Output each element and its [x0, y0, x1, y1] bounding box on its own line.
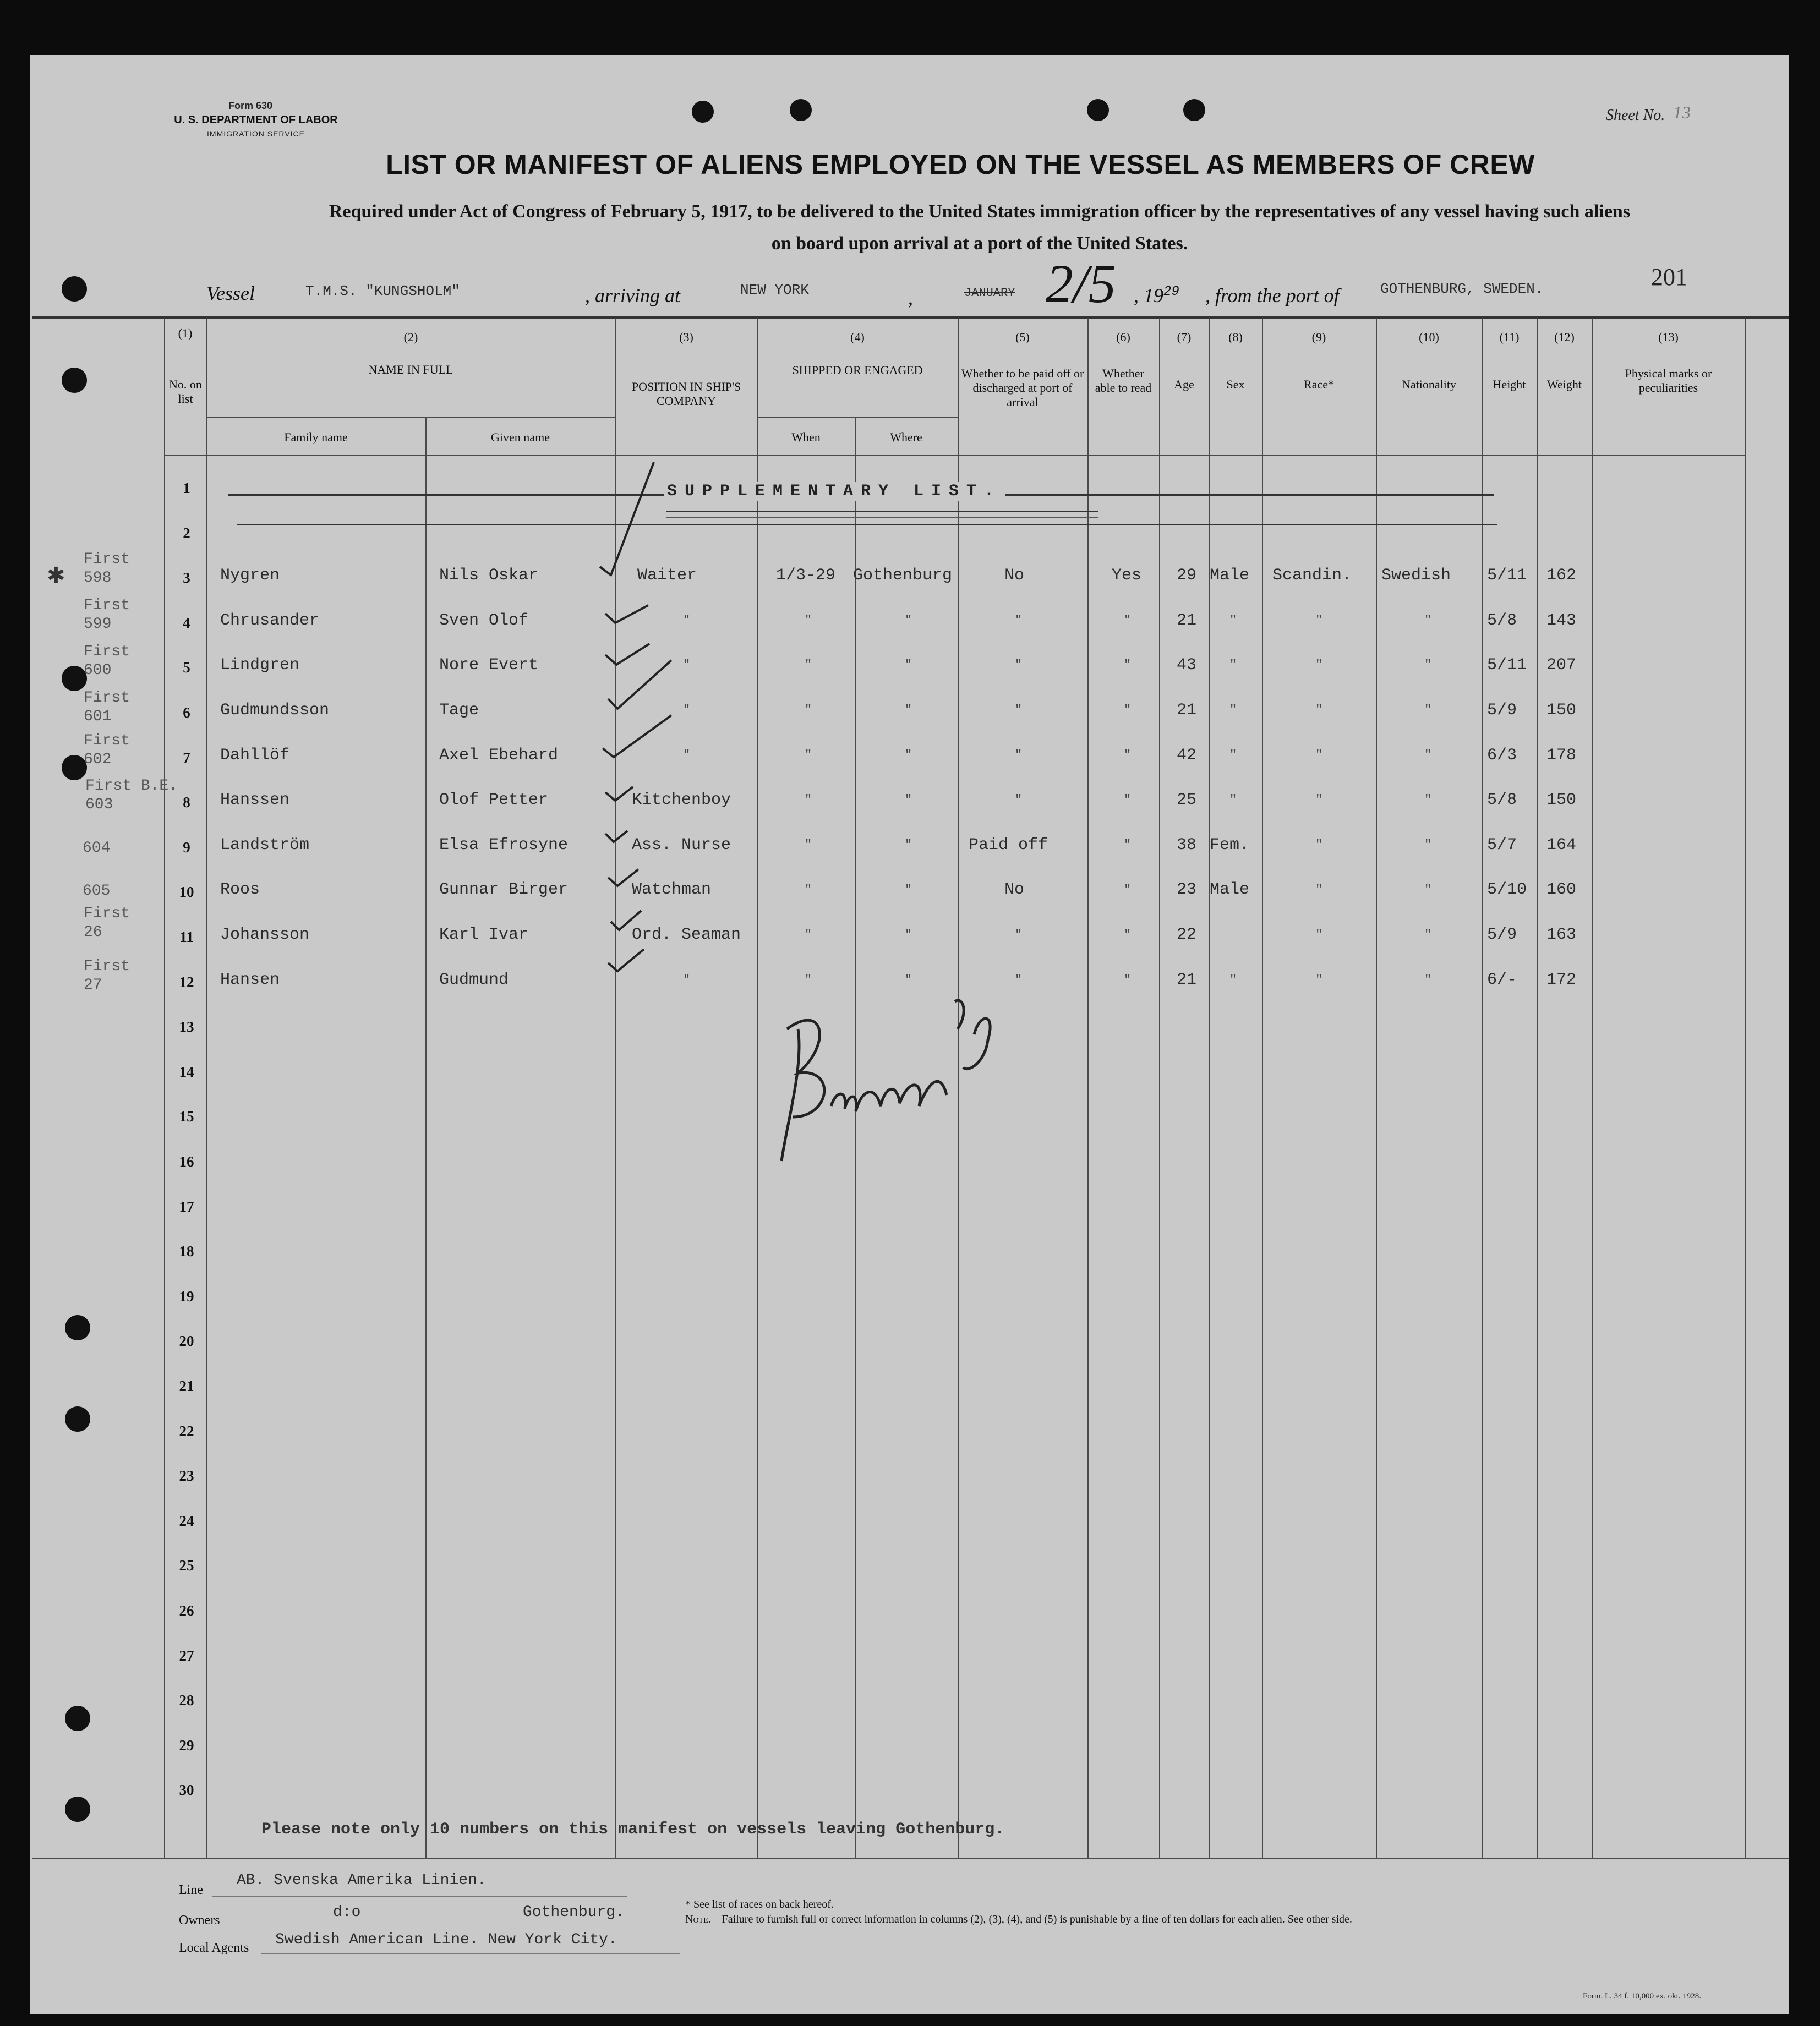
- margin-note: First 600: [84, 643, 130, 679]
- shipped-when: ": [805, 793, 812, 807]
- year-suffix: 29: [1163, 284, 1179, 299]
- col-num-13: (13): [1658, 330, 1679, 344]
- row-number: 2: [183, 524, 190, 541]
- age: 42: [1177, 746, 1197, 765]
- race: ": [1315, 928, 1323, 941]
- height: 6/3: [1487, 746, 1517, 765]
- from-label: , from the port of: [1205, 284, 1340, 306]
- col-num-6: (6): [1116, 330, 1130, 344]
- sex: ": [1229, 703, 1237, 717]
- col-divider: [1537, 318, 1538, 1859]
- nationality: ": [1424, 972, 1432, 987]
- paid-off: ": [1015, 748, 1023, 762]
- col-label-weight: Weight: [1547, 377, 1582, 391]
- position: ": [683, 972, 691, 987]
- row-number: 15: [179, 1108, 194, 1125]
- col-num-7: (7): [1177, 330, 1192, 344]
- family-name: Johansson: [220, 926, 310, 944]
- paid-off: ": [1015, 928, 1023, 941]
- row-number: 21: [179, 1378, 194, 1394]
- col-label-sex: Sex: [1226, 377, 1245, 391]
- local-agents-value: Swedish American Line. New York City.: [275, 1931, 617, 1948]
- family-name: Landström: [220, 835, 310, 855]
- weight: 143: [1546, 611, 1577, 630]
- row-number: 3: [183, 570, 190, 587]
- sex: Male: [1210, 566, 1250, 585]
- col-divider: [1159, 318, 1160, 1859]
- position: Ass. Nurse: [632, 835, 731, 855]
- position: Ord. Seaman: [632, 926, 741, 944]
- row-number: 14: [179, 1063, 194, 1080]
- note-text: —Failure to furnish full or correct information in columns (2), (3), (4), and (5) is punishable by a fine of ten dollars for each alien. See other side.: [710, 1913, 1352, 1925]
- header-subrule: [206, 417, 615, 418]
- col-label-age: Age: [1174, 377, 1194, 391]
- subtitle-line-1: Required under Act of Congress of February 5, 1917, to be delivered to the United States immigration officer by the representatives of any vessel having such aliens: [329, 201, 1631, 222]
- given-name: Elsa Efrosyne: [439, 835, 569, 855]
- nationality: ": [1424, 703, 1432, 717]
- col-divider: [1087, 318, 1089, 1859]
- struck-month: JANUARY: [964, 286, 1015, 300]
- age: 43: [1177, 656, 1197, 675]
- shipped-when: ": [805, 928, 812, 941]
- form-number: Form 630: [228, 100, 273, 111]
- race: ": [1315, 748, 1323, 762]
- family-name: Dahllöf: [220, 746, 290, 765]
- owners-value-b: Gothenburg.: [523, 1904, 625, 1921]
- shipped-where: ": [905, 613, 912, 627]
- age: 22: [1177, 926, 1197, 944]
- row-number: 22: [179, 1422, 194, 1439]
- table-top-border: [32, 316, 1789, 319]
- margin-note: First B.E. 603: [85, 777, 178, 813]
- col-divider: [1745, 318, 1746, 1859]
- shipped-where: ": [905, 748, 912, 762]
- weight: 172: [1546, 970, 1577, 989]
- shipped-when: ": [805, 748, 812, 762]
- position: ": [683, 703, 691, 717]
- row-number: 7: [183, 749, 190, 766]
- sheet-label: Sheet No.: [1606, 107, 1665, 124]
- sex: ": [1229, 613, 1237, 627]
- given-name: Gudmund: [439, 970, 509, 989]
- row-number: 20: [179, 1333, 194, 1350]
- shipped-when: ": [805, 658, 812, 672]
- col-divider: [1592, 318, 1593, 1859]
- owners-value-a: d:o: [333, 1904, 361, 1921]
- position: ": [683, 613, 691, 627]
- shipped-when: 1/3-29: [776, 566, 836, 585]
- height: 5/11: [1487, 656, 1527, 675]
- punch-hole: [1183, 99, 1205, 121]
- year-label: [1134, 284, 1179, 307]
- nationality: ": [1424, 883, 1432, 897]
- row-number: 11: [179, 929, 194, 945]
- row-number: 16: [179, 1153, 194, 1170]
- nationality: ": [1424, 748, 1432, 762]
- row-number: 28: [179, 1692, 194, 1709]
- able-to-read: ": [1124, 658, 1132, 672]
- row-number: 9: [183, 839, 190, 856]
- race: ": [1315, 837, 1323, 852]
- given-name: Karl Ivar: [439, 926, 529, 944]
- local-agents-label: Local Agents: [179, 1941, 249, 1955]
- punch-hole: [65, 1797, 90, 1822]
- race: ": [1315, 972, 1323, 987]
- given-name: Nils Oskar: [439, 566, 539, 585]
- col-label-nationality: Nationality: [1402, 377, 1456, 391]
- comma: ,: [908, 287, 913, 309]
- col-num-3: (3): [679, 330, 693, 344]
- col-num-4: (4): [850, 330, 865, 344]
- col-label-physical-marks: Physical marks or peculiarities: [1625, 366, 1712, 395]
- height: 5/8: [1487, 611, 1517, 630]
- position: Kitchenboy: [632, 791, 731, 810]
- margin-note: First 26: [84, 905, 130, 941]
- able-to-read: ": [1124, 748, 1132, 762]
- header-subrule: [757, 417, 958, 418]
- race: ": [1315, 793, 1323, 807]
- row-number: 5: [183, 659, 190, 676]
- col-num-2: (2): [403, 330, 418, 344]
- able-to-read: ": [1124, 928, 1132, 941]
- given-name: Gunnar Birger: [439, 880, 569, 900]
- departure-port: GOTHENBURG, SWEDEN.: [1380, 281, 1544, 297]
- family-name: Hanssen: [220, 791, 290, 810]
- line-underline: [212, 1896, 627, 1897]
- age: 23: [1177, 880, 1197, 900]
- col-divider: [1209, 318, 1210, 1859]
- shipped-when: ": [805, 703, 812, 717]
- races-note: * See list of races on back hereof.: [685, 1898, 834, 1910]
- weight: 162: [1546, 566, 1577, 585]
- penalty-note: [685, 1913, 1352, 1926]
- able-to-read: ": [1124, 703, 1132, 717]
- punch-hole: [62, 276, 87, 302]
- sheet-number: 13: [1673, 102, 1691, 122]
- row-number: 23: [179, 1468, 194, 1485]
- given-name: Sven Olof: [439, 611, 529, 630]
- given-name: Nore Evert: [439, 656, 539, 675]
- shipped-where: ": [905, 837, 912, 852]
- shipped-when: ": [805, 883, 812, 897]
- paid-off: ": [1015, 793, 1023, 807]
- able-to-read: Yes: [1112, 566, 1142, 585]
- agents-underline: [261, 1953, 680, 1954]
- row-number: 29: [179, 1737, 194, 1754]
- handwritten-signature: [765, 979, 1029, 1178]
- shipped-when: ": [805, 972, 812, 987]
- sex: ": [1229, 972, 1237, 987]
- margin-note: First 598: [84, 551, 130, 587]
- margin-note: First 601: [84, 689, 130, 725]
- col-divider: [1262, 318, 1263, 1859]
- shipped-when: ": [805, 613, 812, 627]
- race: ": [1315, 613, 1323, 627]
- height: 5/9: [1487, 926, 1517, 944]
- col-divider: [425, 418, 427, 1859]
- margin-note: First 27: [84, 958, 130, 994]
- weight: 150: [1546, 701, 1577, 720]
- vessel-name: T.M.S. "KUNGSHOLM": [305, 283, 460, 299]
- nationality: ": [1424, 793, 1432, 807]
- race: ": [1315, 703, 1323, 717]
- age: 25: [1177, 791, 1197, 810]
- nationality: ": [1424, 837, 1432, 852]
- height: 5/11: [1487, 566, 1527, 585]
- weight: 164: [1546, 835, 1577, 855]
- punch-hole: [65, 1315, 90, 1340]
- service-name: IMMIGRATION SERVICE: [207, 129, 305, 138]
- sex: Male: [1210, 880, 1250, 900]
- sex: ": [1229, 793, 1237, 807]
- col-num-11: (11): [1499, 330, 1520, 344]
- race: ": [1315, 658, 1323, 672]
- row-number: 13: [179, 1019, 194, 1036]
- weight: 150: [1546, 791, 1577, 810]
- position: Waiter: [637, 566, 697, 585]
- col-label-where: Where: [890, 430, 922, 444]
- col-num-1: (1): [178, 326, 193, 340]
- age: 21: [1177, 970, 1197, 989]
- given-name: Olof Petter: [439, 791, 549, 810]
- col-divider: [1376, 318, 1377, 1859]
- shipped-where: ": [905, 658, 912, 672]
- note-label: Note.: [685, 1913, 711, 1925]
- col-label-when: When: [791, 430, 821, 444]
- shipped-where: ": [905, 972, 912, 987]
- nationality: ": [1424, 613, 1432, 627]
- row-number: 4: [183, 614, 190, 631]
- row-number: 8: [183, 794, 190, 811]
- col-label-given-name: Given name: [491, 430, 550, 444]
- col-divider: [164, 318, 165, 1859]
- row-number: 17: [179, 1198, 194, 1215]
- paid-off: ": [1015, 658, 1023, 672]
- paid-off: ": [1015, 972, 1023, 987]
- row-number: 6: [183, 704, 190, 721]
- punch-hole: [62, 368, 87, 393]
- weight: 163: [1546, 926, 1577, 944]
- given-name: Axel Ebehard: [439, 746, 559, 765]
- shipped-where: ": [905, 793, 912, 807]
- margin-note: 605: [83, 883, 111, 900]
- stamp-number: 201: [1651, 264, 1687, 291]
- manifest-title: LIST OR MANIFEST OF ALIENS EMPLOYED ON THE VESSEL AS MEMBERS OF CREW: [386, 149, 1535, 180]
- handwritten-date: 2/5: [1046, 253, 1116, 314]
- age: 21: [1177, 611, 1197, 630]
- able-to-read: ": [1124, 793, 1132, 807]
- age: 38: [1177, 835, 1197, 855]
- race: Scandin.: [1272, 566, 1352, 585]
- line-label: Line: [179, 1883, 203, 1897]
- height: 6/-: [1487, 970, 1517, 989]
- arriving-label: , arriving at: [585, 284, 681, 306]
- able-to-read: ": [1124, 837, 1132, 852]
- col-num-8: (8): [1228, 330, 1243, 344]
- punch-hole: [1087, 99, 1109, 121]
- family-name: Lindgren: [220, 656, 300, 675]
- col-label-height: Height: [1493, 377, 1526, 391]
- paid-off: ": [1015, 703, 1023, 717]
- arrival-port: NEW YORK: [740, 282, 809, 298]
- position: ": [683, 658, 691, 672]
- family-name: Nygren: [220, 566, 280, 585]
- col-label-shipped: SHIPPED OR ENGAGED: [792, 363, 923, 377]
- position: Watchman: [632, 880, 712, 900]
- col-num-10: (10): [1419, 330, 1439, 344]
- paid-off: No: [1004, 880, 1025, 900]
- col-num-5: (5): [1015, 330, 1030, 344]
- position: ": [683, 748, 691, 762]
- year-prefix: , 19: [1134, 284, 1163, 306]
- row-number: 24: [179, 1512, 194, 1529]
- family-name: Gudmundsson: [220, 701, 330, 720]
- owners-label: Owners: [179, 1913, 220, 1928]
- paid-off: No: [1004, 566, 1025, 585]
- header-bottom-rule: [164, 455, 1745, 456]
- row-number: 1: [183, 480, 190, 496]
- col-label-position: POSITION IN SHIP'S COMPANY: [631, 380, 741, 408]
- sex: Fem.: [1210, 835, 1250, 855]
- paid-off: Paid off: [969, 835, 1048, 855]
- margin-note: First 599: [84, 597, 130, 633]
- vessel-label: Vessel: [206, 282, 255, 304]
- col-num-9: (9): [1311, 330, 1326, 344]
- punch-hole: [65, 1406, 90, 1432]
- shipped-where: Gothenburg: [853, 566, 953, 585]
- line-value: AB. Svenska Amerika Linien.: [237, 1872, 487, 1889]
- check-marks: [583, 451, 693, 990]
- col-divider: [1482, 318, 1483, 1859]
- sex: ": [1229, 658, 1237, 672]
- row-number: 19: [179, 1288, 194, 1305]
- shipped-when: ": [805, 837, 812, 852]
- col-num-12: (12): [1554, 330, 1575, 344]
- nationality: Swedish: [1381, 566, 1451, 585]
- age: 29: [1177, 566, 1197, 585]
- family-name: Roos: [220, 880, 260, 900]
- gothenburg-note: Please note only 10 numbers on this manifest on vessels leaving Gothenburg.: [261, 1820, 1005, 1839]
- race: ": [1315, 883, 1323, 897]
- supplementary-list-label: SUPPLEMENTARY LIST.: [664, 482, 1005, 501]
- height: 5/10: [1487, 880, 1527, 900]
- row-number: 30: [179, 1782, 194, 1799]
- able-to-read: ": [1124, 613, 1132, 627]
- col-label-name: NAME IN FULL: [368, 363, 453, 376]
- nationality: ": [1424, 658, 1432, 672]
- col-divider: [206, 318, 207, 1859]
- col-divider: [757, 318, 758, 1859]
- punch-hole: [692, 101, 714, 123]
- row-number: 18: [179, 1243, 194, 1260]
- punch-hole: [65, 1706, 90, 1731]
- supplementary-underline: [666, 511, 1098, 512]
- subtitle-line-2: on board upon arrival at a port of the United States.: [771, 233, 1188, 254]
- family-name: Hansen: [220, 970, 280, 989]
- col-label-race: Race*: [1304, 377, 1334, 391]
- margin-note: First 602: [84, 732, 130, 768]
- col-label-paid-off: Whether to be paid off or discharged at port of arrival: [961, 366, 1084, 409]
- family-name: Chrusander: [220, 611, 320, 630]
- row-number: 12: [179, 973, 194, 990]
- height: 5/7: [1487, 835, 1517, 855]
- strike-line: [237, 524, 1497, 525]
- col-label-no-on-list: No. on list: [169, 377, 202, 406]
- nationality: ": [1424, 928, 1432, 941]
- col-label-read: Whether able to read: [1095, 366, 1152, 395]
- row-number: 26: [179, 1602, 194, 1619]
- margin-note: 604: [83, 840, 111, 857]
- department-name: U. S. DEPARTMENT OF LABOR: [174, 114, 338, 126]
- row-number: 27: [179, 1647, 194, 1664]
- sex: ": [1229, 748, 1237, 762]
- print-note: Form. L. 34 f. 10,000 ex. okt. 1928.: [1583, 1992, 1701, 2001]
- asterisk-mark: ✱: [47, 563, 65, 588]
- col-label-family-name: Family name: [284, 430, 348, 444]
- table-bottom-rule: [32, 1858, 1789, 1859]
- shipped-where: ": [905, 928, 912, 941]
- row-number: 10: [179, 884, 194, 901]
- weight: 207: [1546, 656, 1577, 675]
- age: 21: [1177, 701, 1197, 720]
- height: 5/9: [1487, 701, 1517, 720]
- able-to-read: ": [1124, 883, 1132, 897]
- shipped-where: ": [905, 703, 912, 717]
- supplementary-underline: [666, 517, 1098, 518]
- height: 5/8: [1487, 791, 1517, 810]
- paid-off: ": [1015, 613, 1023, 627]
- able-to-read: ": [1124, 972, 1132, 987]
- punch-hole: [790, 99, 812, 121]
- weight: 178: [1546, 746, 1577, 765]
- weight: 160: [1546, 880, 1577, 900]
- given-name: Tage: [439, 701, 479, 720]
- shipped-where: ": [905, 883, 912, 897]
- row-number: 25: [179, 1557, 194, 1574]
